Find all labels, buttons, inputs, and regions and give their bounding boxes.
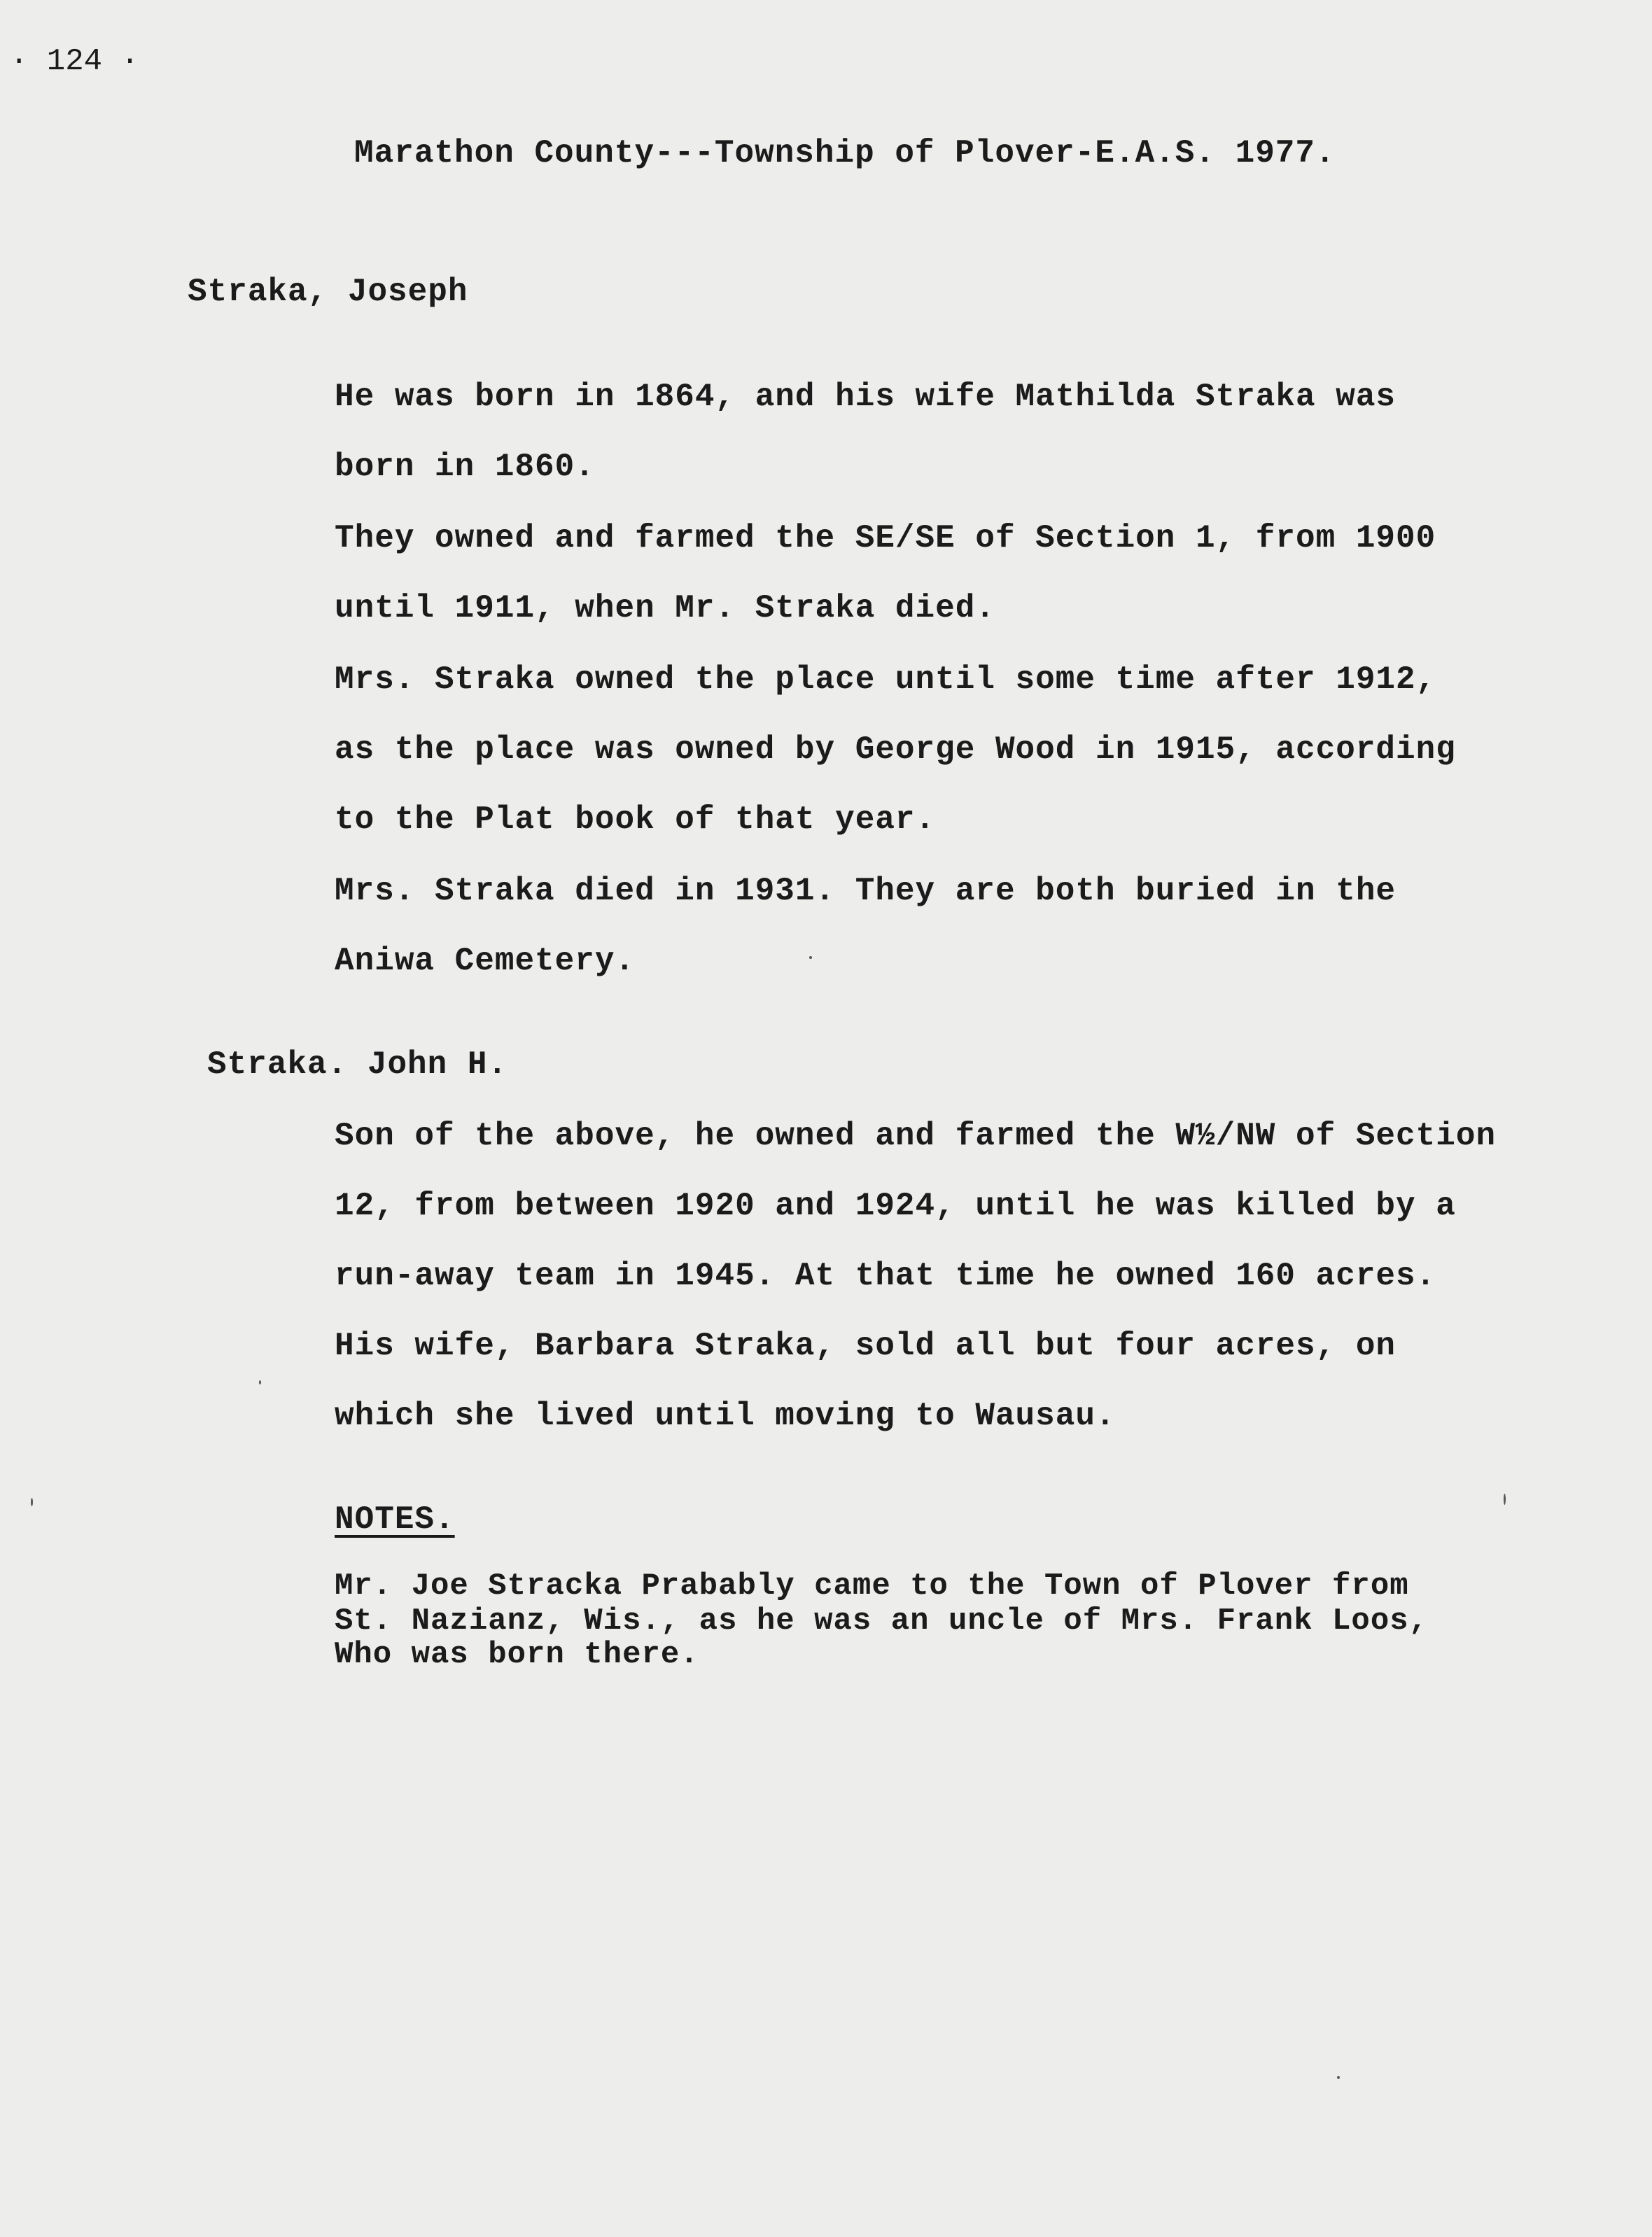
entry-line: to the Plat book of that year. xyxy=(335,801,936,838)
notes-line: Mr. Joe Stracka Prabably came to the Town of Plover from xyxy=(335,1569,1409,1604)
notes-line: Who was born there. xyxy=(335,1637,699,1672)
page-header: Marathon County---Township of Plover-E.A.S. 1977. xyxy=(354,135,1336,171)
paper-speck xyxy=(31,1498,33,1506)
page-number: · 124 · xyxy=(10,44,139,79)
entry-line: Aniwa Cemetery. xyxy=(335,943,636,979)
entry-line: His wife, Barbara Straka, sold all but four acres, on xyxy=(335,1328,1396,1364)
entry-line: Mrs. Straka owned the place until some time after 1912, xyxy=(335,661,1436,698)
entry-line: Son of the above, he owned and farmed the W½/NW of Section xyxy=(335,1118,1497,1154)
entry-line: which she lived until moving to Wausau. xyxy=(335,1398,1116,1434)
paper-speck xyxy=(1504,1494,1506,1505)
entry-line: as the place was owned by George Wood in 1915, according xyxy=(335,731,1456,768)
paper-speck xyxy=(809,956,812,959)
entry-line: He was born in 1864, and his wife Mathilda Straka was xyxy=(335,379,1396,415)
paper-speck xyxy=(1337,2076,1340,2079)
entry-line: born in 1860. xyxy=(335,449,595,485)
notes-line: St. Nazianz, Wis., as he was an uncle of Mrs. Frank Loos, xyxy=(335,1604,1429,1639)
entry-line: They owned and farmed the SE/SE of Section 1, from 1900 xyxy=(335,520,1436,556)
paper-speck xyxy=(259,1380,261,1384)
entry-line: run-away team in 1945. At that time he owned 160 acres. xyxy=(335,1258,1436,1294)
entry-line: Mrs. Straka died in 1931. They are both buried in the xyxy=(335,873,1396,909)
notes-heading: NOTES. xyxy=(335,1501,455,1538)
entry-name-joseph: Straka, Joseph xyxy=(188,274,468,310)
entry-line: until 1911, when Mr. Straka died. xyxy=(335,590,995,626)
entry-line: 12, from between 1920 and 1924, until he was killed by a xyxy=(335,1188,1456,1224)
entry-name-john: Straka. John H. xyxy=(207,1046,508,1083)
